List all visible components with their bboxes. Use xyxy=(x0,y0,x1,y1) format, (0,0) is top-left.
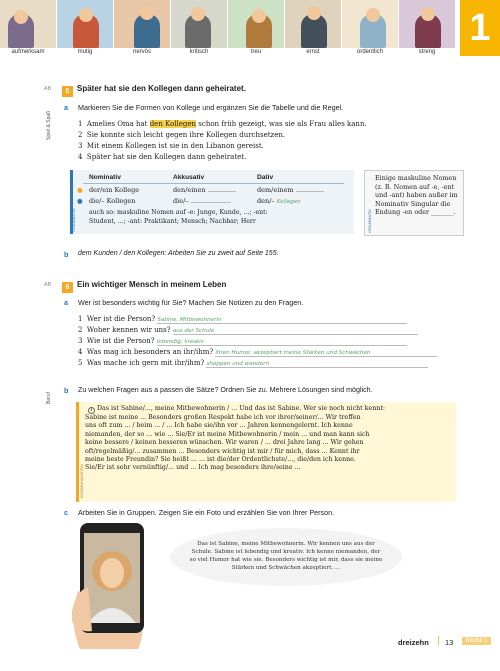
sentence-3: 3 Mit einem Kollegen ist sie in den Libanon gereist. xyxy=(78,142,264,150)
table-cell: dem/einem xyxy=(257,186,324,194)
page-footer xyxy=(0,634,500,654)
page-number: 13 xyxy=(445,638,454,647)
footer-divider: | xyxy=(437,636,441,646)
phrase-line: uns oft zum ... / beim ... / ... Ich habe sie/ihn vor ... Jahren kennengelernt. Ich kenne xyxy=(85,422,353,430)
question-2: 2 Woher kennen wir uns? aus der Schule xyxy=(78,326,418,335)
exercise-number: 5 xyxy=(62,86,73,97)
side-label: Beruf xyxy=(46,392,52,404)
question-5: 5 Was mache ich gern mit ihr/ihm? shoppen und wandern xyxy=(78,359,428,368)
task-b-instruction: dem Kunden / den Kollegen: Arbeiten Sie zu zweit auf Seite 155. xyxy=(78,250,279,257)
workbook-ref: AB xyxy=(44,282,52,288)
exercise-number: 6 xyxy=(62,282,73,293)
answer-circle[interactable]: 1 xyxy=(89,407,94,413)
phrase-line: meine beste Freundin? Sie heißt ... ... ist die/der Ordentlichste/..., die/den ich kenne. xyxy=(85,456,356,464)
chapter-number: 1 xyxy=(460,0,500,56)
table-cell: den/einen xyxy=(173,186,236,194)
module-tag: Modul 1 xyxy=(462,637,491,645)
illustration-nervous xyxy=(114,0,171,48)
task-letter: b xyxy=(64,250,69,259)
adjective-label: nervös xyxy=(132,49,151,55)
sentence-4: 4 Später hat sie den Kollegen dann geheiratet. xyxy=(78,153,247,161)
task-letter: a xyxy=(64,298,68,307)
adjective-label: streng xyxy=(418,49,436,55)
task-letter: c xyxy=(64,508,68,517)
adjective-label: treu xyxy=(250,49,262,55)
adjective-label: aufmerksam xyxy=(11,49,45,55)
plural-dot: ● xyxy=(77,197,83,205)
phrase-line: 1 Das ist Sabine/..., meine Mitbewohnerin / ... Und das ist Sabine. Wer sie noch nicht kennt: xyxy=(89,405,385,413)
header-illustrations xyxy=(0,0,455,56)
rule-line: auch so: maskuline Nomen auf -e: Junge, Kunde, ...; -ent: xyxy=(89,209,268,216)
phrase-line: oft/regelmäßig/... zusammen ... Besonders wichtig ist mir / für mich, dass ... Kennt ihr xyxy=(85,447,360,455)
phrase-line: Sabine ist meine ... Besonders großen Respekt habe ich vor ihrer/seiner/... Wir treffen xyxy=(85,414,361,421)
exercise-title xyxy=(62,84,246,97)
illustration-brave xyxy=(57,0,114,48)
highlighted-form: den Kollegen xyxy=(149,120,197,128)
handwritten-note: shoppen und wandern xyxy=(206,361,270,367)
adjective-label: ernst xyxy=(306,49,320,55)
column-header: Akkusativ xyxy=(173,174,205,181)
grammar-tag: GRAMMATIK xyxy=(367,209,372,233)
task-letter: b xyxy=(64,386,69,395)
adjective-label: mutig xyxy=(77,49,93,55)
grammar-note xyxy=(364,170,464,236)
task-letter: a xyxy=(64,103,68,112)
illustration-loyal xyxy=(228,0,285,48)
handwritten-note: aus der Schule xyxy=(172,328,215,334)
grammar-note-blank: _______. xyxy=(431,208,456,217)
sentence-2: 2 Sie konnte sich leicht gegen ihre Kollegen durchsetzen. xyxy=(78,131,286,139)
singular-dot: ● xyxy=(77,186,83,194)
question-4: 4 Was mag ich besonders an ihr/ihm? ihren Humor, akzeptiert meine Stärken und Schwächen xyxy=(78,348,437,357)
exercise-6-title: Ein wichtiger Mensch in meinem Leben xyxy=(77,280,227,289)
adjective-label: ordentlich xyxy=(356,49,383,55)
phrase-line: keine bessere / keinen besseren wünschen. Wir waren / ... drei Jahre lang ... Wir gehen xyxy=(85,439,364,447)
table-cell: die/– xyxy=(173,197,231,205)
table-cell: den/– Kollegen xyxy=(257,197,301,205)
table-cell: der/ein Kollege xyxy=(89,186,140,194)
illustration-tidy xyxy=(342,0,399,48)
side-label: Spiel & Spaß xyxy=(46,110,52,140)
handwritten-answer: Kollegen xyxy=(276,199,301,205)
illustration-serious xyxy=(285,0,342,48)
communication-tag: KOMMUNIKATION xyxy=(79,464,84,498)
handwritten-note: lebendig, kreativ xyxy=(156,339,204,345)
grammar-note-text: Einige maskuline Nomen (z. B. Nomen auf -e, -ent und -ant) haben außer im Nominativ Singular die Endung -en oder xyxy=(375,174,458,217)
phone-photo-illustration xyxy=(68,521,156,649)
table-cell: die/– Kollegen xyxy=(89,197,136,205)
handwritten-note: ihren Humor, akzeptiert meine Stärken und Schwächen xyxy=(215,350,371,356)
illustration-attentive xyxy=(0,0,57,48)
question-3: 3 Wie ist die Person? lebendig, kreativ xyxy=(78,337,407,346)
task-b-instruction: Zu welchen Fragen aus a passen die Sätze? Ordnen Sie zu. Mehrere Lösungen sind möglich. xyxy=(78,386,373,394)
task-c-instruction: Arbeiten Sie in Gruppen. Zeigen Sie ein Foto und erzählen Sie von Ihrer Person. xyxy=(78,508,335,517)
exercise-title xyxy=(62,280,226,293)
column-header: Nominativ xyxy=(89,174,121,181)
task-a-instruction: Wer ist besonders wichtig für Sie? Machen Sie Notizen zu den Fragen. xyxy=(78,298,304,307)
phrase-line: niemanden, der so ... wie ... Sie/Er ist meine Mitbewohnerin / mein ... und man kann sich xyxy=(85,430,370,438)
grammar-tag: GRAMMATIK xyxy=(71,208,76,232)
column-header: Dativ xyxy=(257,174,274,181)
handwritten-note: Sabine, Mitbewohnerin xyxy=(157,317,222,323)
page-word: dreizehn xyxy=(398,638,429,647)
exercise-5-title: Später hat sie den Kollegen dann geheiratet. xyxy=(77,84,246,93)
illustration-strict xyxy=(399,0,455,48)
phrases-box xyxy=(76,402,456,502)
phrase-line: Sie/Er ist sehr vernünftig/... und ... Ich mag besonders ihre/seine ... xyxy=(85,464,301,472)
speech-bubble: Das ist Sabine, meine Mitbewohnerin. Wir kennen uns aus der Schule. Sabine ist lebendig und kreativ. Ich kenne niemanden, der so viel Humor hat wie sie. Besonders wichtig ist mir, dass sie meine Stärken und Schwächen akzeptiert. ... xyxy=(170,528,402,586)
workbook-ref: AB xyxy=(44,86,52,92)
task-a-instruction: Markieren Sie die Formen von Kollege und ergänzen Sie die Tabelle und die Regel. xyxy=(78,103,344,112)
rule-line: Student, ...; -ant: Praktikant; Mensch; Nachbar; Herr xyxy=(89,218,256,225)
illustration-critical xyxy=(171,0,228,48)
adjective-label: kritisch xyxy=(189,49,209,55)
sentence-1: 1 Amelies Oma hat den Kollegen schon früh gezeigt, was sie als Frau alles kann. xyxy=(78,120,367,128)
question-1: 1 Wer ist die Person? Sabine, Mitbewohnerin xyxy=(78,315,407,324)
grammar-table xyxy=(70,170,354,234)
